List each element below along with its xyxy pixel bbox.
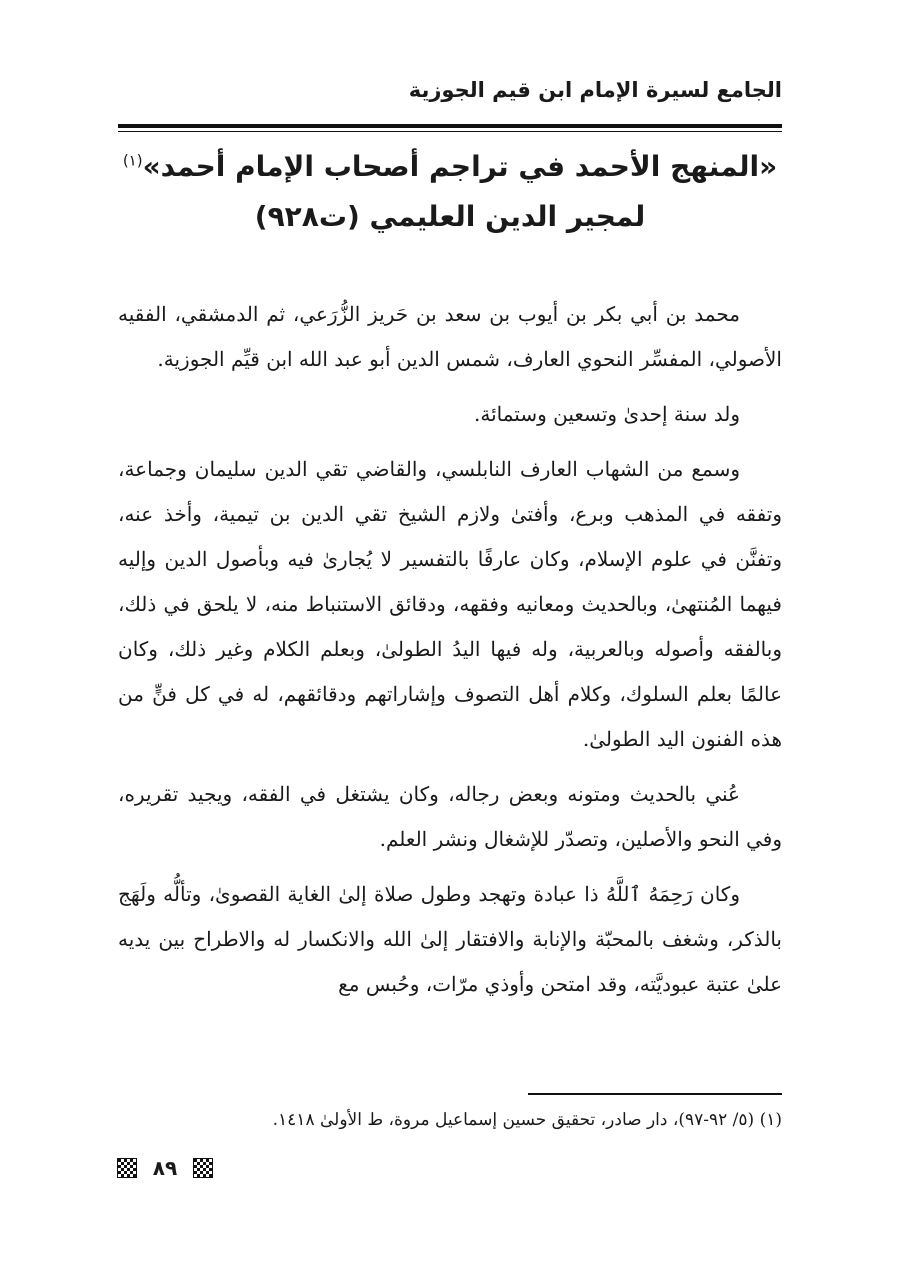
running-header: الجامع لسيرة الإمام ابن قيم الجوزية xyxy=(408,78,782,102)
body-text xyxy=(118,292,782,1017)
paragraph: ولد سنة إحدىٰ وتسعين وستمائة. xyxy=(474,402,740,426)
paragraph: محمد بن أبي بكر بن أيوب بن سعد بن حَريز الزُّرَعي، ثم الدمشقي، الفقيه الأصولي، المفسِّر النحوي العارف، شمس الدين أبو عبد الله ابن قيِّم الجوزية. xyxy=(118,302,782,371)
footnote-marker[interactable]: (١) xyxy=(122,151,143,170)
footnote-rule xyxy=(528,1093,782,1095)
section-title xyxy=(118,150,782,183)
page-footer xyxy=(117,1158,213,1178)
header-rule-thin xyxy=(118,131,782,132)
paragraph: عُني بالحديث ومتونه وبعض رجاله، وكان يشتغل في الفقه، ويجيد تقريره، وفي النحو والأصلين، وتصدّر للإشغال ونشر العلم. xyxy=(118,782,782,851)
ornament-left-icon xyxy=(117,1158,137,1178)
page-number: ٨٩ xyxy=(152,1156,178,1180)
ornament-right-icon xyxy=(193,1158,213,1178)
paragraph: وكان رَحِمَهُ ٱللَّهُ ذا عبادة وتهجد وطول صلاة إلىٰ الغاية القصوىٰ، وتألُّه ولَهَج بالذكر، وشغف بالمحبّة والإنابة والافتقار إلىٰ الله والانكسار له والاطراح بين يديه علىٰ عتبة عبوديَّته، وقد امتحن وأوذي مرّات، وحُبس مع xyxy=(118,882,782,996)
section-title-text: «المنهج الأحمد في تراجم أصحاب الإمام أحمد» xyxy=(142,150,778,183)
section-subtitle: لمجير الدين العليمي (ت٩٢٨) xyxy=(254,200,646,233)
header-rule-thick xyxy=(118,124,782,128)
paragraph: وسمع من الشهاب العارف النابلسي، والقاضي تقي الدين سليمان وجماعة، وتفقه في المذهب وبرع، وأفتىٰ ولازم الشيخ تقي الدين بن تيمية، وأخذ عنه، وتفنَّن في علوم الإسلام، وكان عارفًا بالتفسير لا يُجارىٰ فيه وبأصول الدين وإليه فيهما المُنتهىٰ، وبالحديث ومعانيه وفقهه، ودقائق الاستنباط منه، لا يلحق في ذلك، وبالفقه وأصوله وبالعربية، وله فيها اليدُ الطولىٰ، وبعلم الكلام وغير ذلك، وكان عالمًا بعلم السلوك، وكلام أهل التصوف وإشاراتهم ودقائقهم، له في كل فنٍّ من هذه الفنون اليد الطولىٰ. xyxy=(118,457,782,751)
footnote: (١) (٥/ ٩٢-٩٧)، دار صادر، تحقيق حسين إسماعيل مروة، ط الأولىٰ ١٤١٨. xyxy=(272,1110,782,1130)
